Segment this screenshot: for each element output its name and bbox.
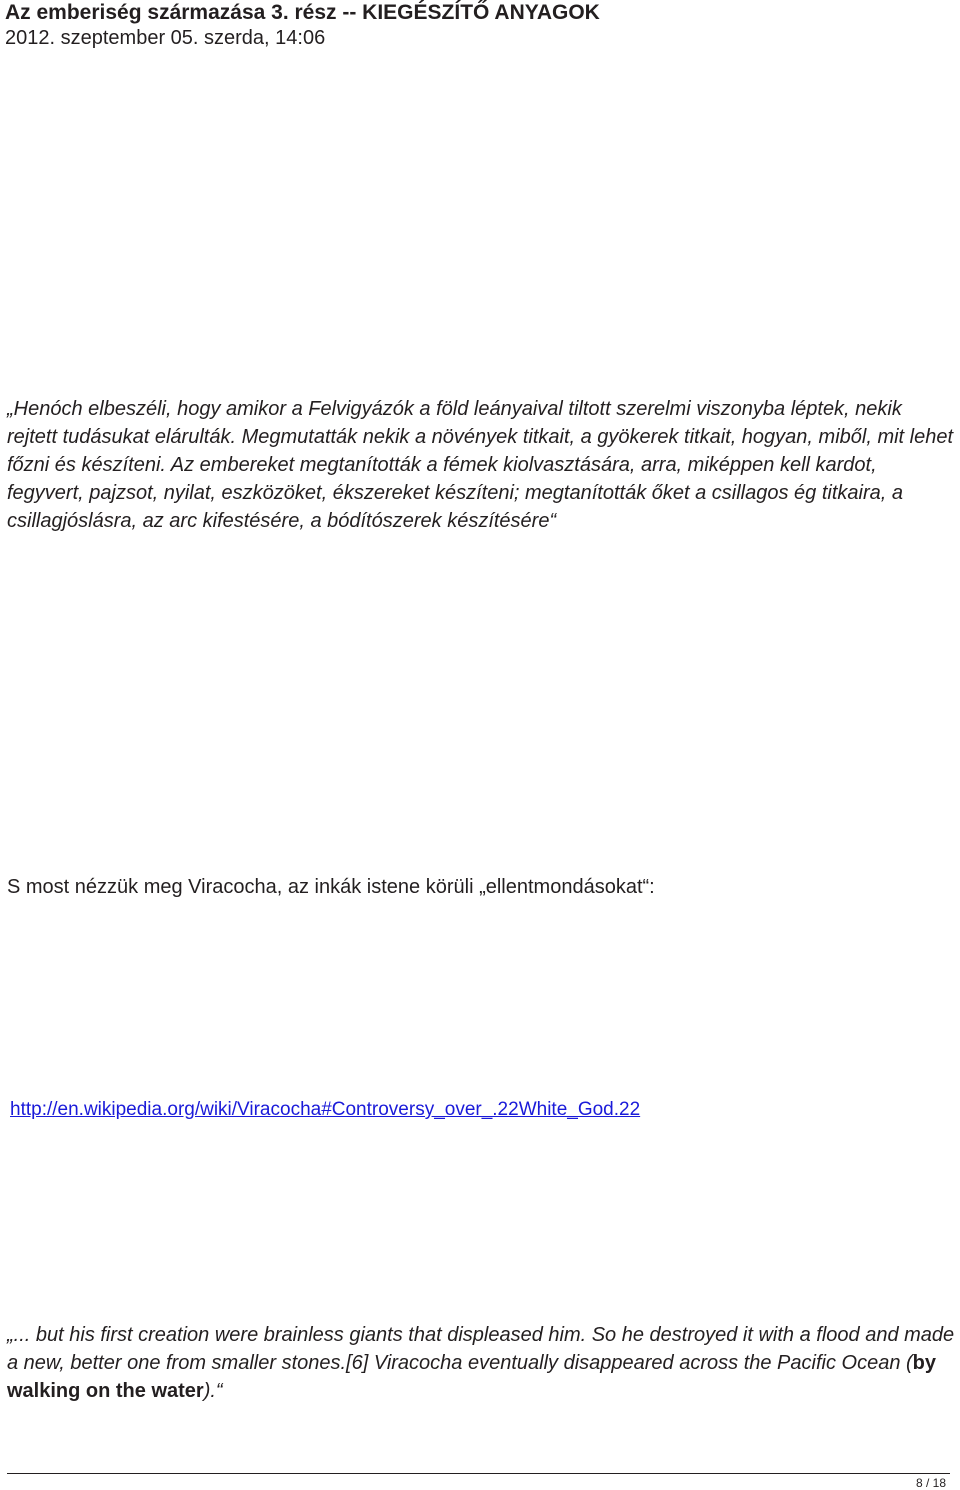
footer-divider: [7, 1473, 950, 1474]
document-date: 2012. szeptember 05. szerda, 14:06: [5, 27, 326, 49]
henoch-quote-paragraph: „Henóch elbeszéli, hogy amikor a Felvigyázók a föld leányaival tiltott szerelmi viszonyba léptek, nekik rejtett tudásukat elárulták. Megmutatták nekik a növények titkait, a gyökerek titkait, hogyan, miből, mit lehet főzni és készíteni. Az embereket megtanították a fémek kiolvasztására, arra, miképpen kell kardot, fegyvert, pajzsot, nyilat, eszközöket, ékszereket készíteni; megtanították őket a csillagos ég titkaira, a csillagjóslásra, az arc kifestésére, a bódítószerek készítésére“: [7, 398, 954, 532]
document-header: [5, 0, 955, 50]
quote-tail-text: ).“: [203, 1380, 223, 1402]
document-title: Az emberiség származása 3. rész -- KIEGÉSZÍTŐ ANYAGOK: [5, 1, 600, 24]
quote-lead-text: „... but his first creation were brainless giants that displeased him. So he destroyed it with a flood and made a new, better one from smaller stones.[6] Viracocha eventually disappeared across the Pacific Ocean (: [7, 1324, 955, 1374]
quote-bold-text: by walking on the water: [7, 1352, 937, 1402]
wikipedia-viracocha-link[interactable]: http://en.wikipedia.org/wiki/Viracocha#Controversy_over_.22White_God.22: [10, 1099, 641, 1120]
page-number: 8 / 18: [915, 1476, 946, 1490]
viracocha-quote-paragraph: [7, 1321, 955, 1405]
viracocha-intro-paragraph: S most nézzük meg Viracocha, az inkák istene körüli „ellentmondásokat“:: [7, 876, 655, 898]
